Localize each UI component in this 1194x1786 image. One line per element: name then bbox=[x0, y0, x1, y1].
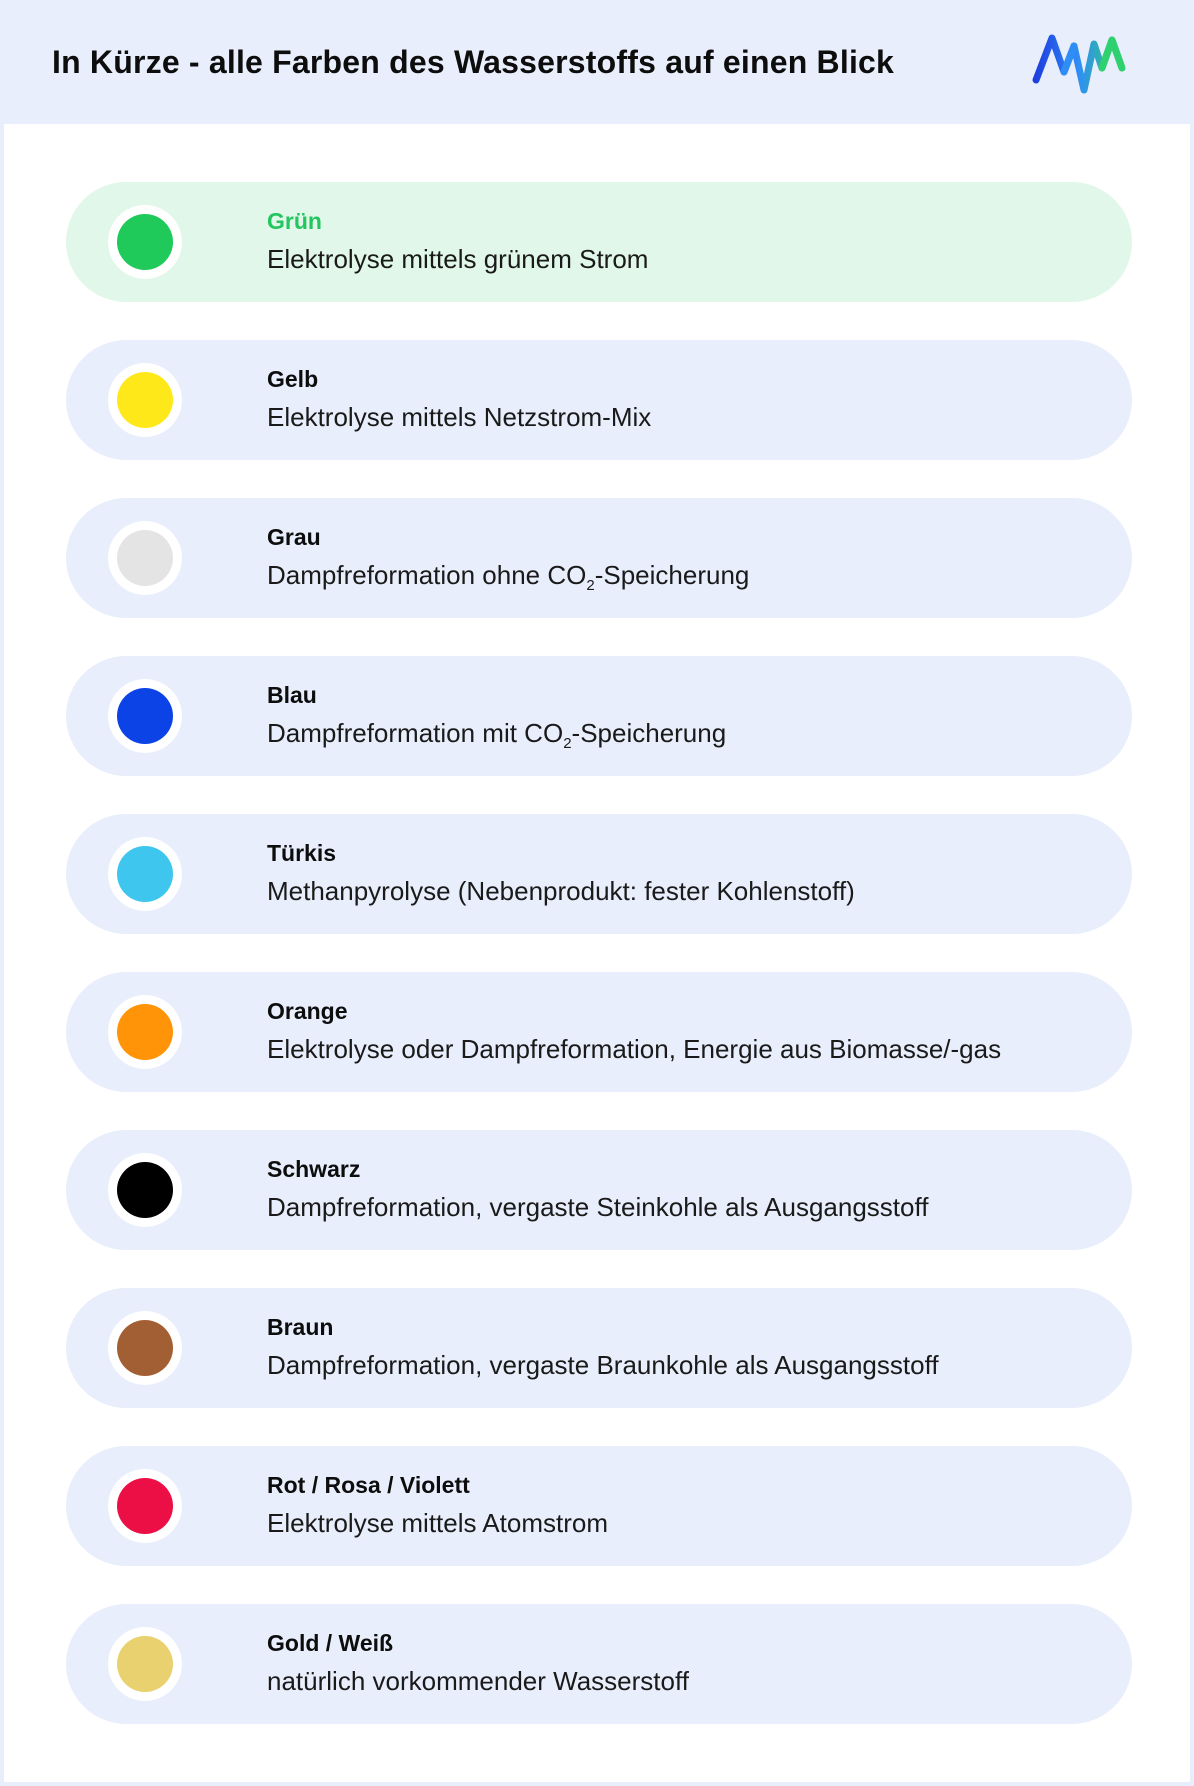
page-title: In Kürze - alle Farben des Wasserstoffs auf einen Blick bbox=[52, 44, 895, 80]
list-item bbox=[66, 182, 1132, 302]
list-item bbox=[66, 1130, 1132, 1250]
list-item bbox=[66, 1288, 1132, 1408]
list-item-description: Elektrolyse mittels Netzstrom-Mix bbox=[267, 402, 652, 432]
list-item-description: Dampfreformation, vergaste Braunkohle als Ausgangsstoff bbox=[267, 1350, 939, 1380]
list-item bbox=[66, 814, 1132, 934]
list-item bbox=[66, 498, 1132, 618]
list-item-description: Elektrolyse oder Dampfreformation, Energie aus Biomasse/-gas bbox=[267, 1034, 1002, 1064]
list-item-title: Blau bbox=[267, 682, 317, 708]
list-item-description: natürlich vorkommender Wasserstoff bbox=[267, 1666, 689, 1696]
color-dot bbox=[117, 688, 173, 744]
list-item-title: Grün bbox=[267, 208, 322, 234]
header bbox=[0, 0, 1194, 124]
color-dot bbox=[117, 1636, 173, 1692]
color-dot bbox=[117, 1004, 173, 1060]
color-dot bbox=[117, 372, 173, 428]
list-item bbox=[66, 1446, 1132, 1566]
list-item-description: Dampfreformation mit $CO_2$-Speicherung bbox=[267, 718, 727, 752]
list-item bbox=[66, 340, 1132, 460]
list-item-description: Dampfreformation, vergaste Steinkohle als Ausgangsstoff bbox=[267, 1192, 929, 1222]
color-list-panel bbox=[4, 124, 1190, 1782]
list-item-title: Türkis bbox=[267, 840, 337, 866]
list-item bbox=[66, 972, 1132, 1092]
list-item-title: Gelb bbox=[267, 366, 319, 392]
list-item bbox=[66, 656, 1132, 776]
color-dot bbox=[117, 1478, 173, 1534]
list-item-title: Gold / Weiß bbox=[267, 1630, 394, 1656]
list-item-title: Rot / Rosa / Violett bbox=[267, 1472, 470, 1498]
color-dot bbox=[117, 1162, 173, 1218]
list-item-title: Schwarz bbox=[267, 1156, 361, 1182]
list-item-title: Orange bbox=[267, 998, 348, 1024]
list-item-description: Methanpyrolyse (Nebenprodukt: fester Kohlenstoff) bbox=[267, 876, 855, 906]
list-item-title: Braun bbox=[267, 1314, 334, 1340]
color-dot bbox=[117, 214, 173, 270]
list-item bbox=[66, 1604, 1132, 1724]
list-item-description: Dampfreformation ohne $CO_2$-Speicherung bbox=[267, 560, 750, 594]
mvv-wave-logo-icon bbox=[1030, 28, 1130, 98]
color-dot bbox=[117, 846, 173, 902]
list-item-title: Grau bbox=[267, 524, 321, 550]
list-item-description: Elektrolyse mittels grünem Strom bbox=[267, 244, 649, 274]
color-dot bbox=[117, 530, 173, 586]
color-dot bbox=[117, 1320, 173, 1376]
list-item-description: Elektrolyse mittels Atomstrom bbox=[267, 1508, 608, 1538]
